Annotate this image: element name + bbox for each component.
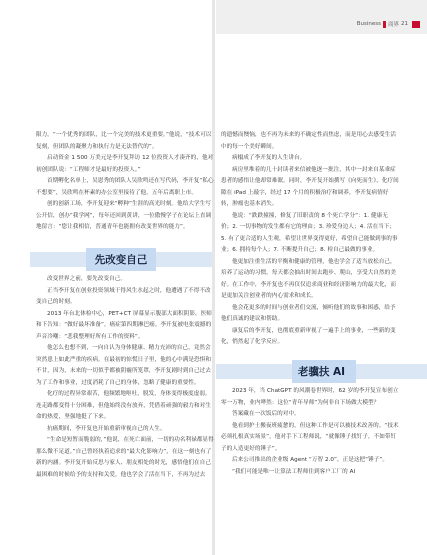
paragraph: 抗癌期间，李开复也开始重新审视自己的人生。 xyxy=(47,425,166,432)
paragraph: 限力。“一个优秀的团队，比一个完美的技术更重要。”他说，“技术可以复刻，但团队的凝聚力和执行力是无法替代的”。 xyxy=(36,132,212,150)
section-heading-change-yourself xyxy=(30,248,212,271)
paragraph: 答案藏在一次饭后的对中。 xyxy=(232,411,300,417)
paragraph: 首期孵化名单上，吴恩秀的团队人吴欣鸣还在写代码，李开复“私心不想要”，吴欣鸣在杯素的办公室里接待了他，五年后离职上市。 xyxy=(36,178,214,196)
paragraph: 病房里堆着的几十封读者来信被他逐一批注，其中一封来自某乖症患者的感悟让他却常难眠。同时，李开复开始撰写《向死而生》，化疗间隙在 iPad 上敲字，经过 17 个月的积极治疗和调养，李开复病情好转，肿瘤也基本消失。 xyxy=(221,166,399,207)
page-marker-icon xyxy=(412,21,420,28)
paragraph: 2023 年，当 ChatGPT 的风潮卷世界时，62 岁的李开复宣布创立零一万物，业内哗然：这位“青年导师”为何非自下场做大模型？ xyxy=(221,388,399,406)
paragraph: 2013 年台北体检中心，PET+CT 屏幕显示腹部大面积阴影，医师和下告知：“做好最坏准备”，癌症第四期淋巴癌。李开复被电张震撼的声音冷嘲：“悲我整理好所有工作的资料”。 xyxy=(36,310,212,340)
paragraph: 后来公司推出的企业级 Agent “万智 2.0”，正是这把“锤子”。 xyxy=(232,457,389,463)
paragraph: 病榻成了李开复的人生讲台。 xyxy=(232,155,306,161)
paragraph: 他更加注重生活的平衡和健康的管理，他也学会了适当放松自己，培养了运动的习惯，每天都会抽出时间去跑步、爬山，享受大自然的美好。在工作中，李开复也不再仅仅追求商业和经济影响力的最大化，而是更加关注创业者的内心需求和成长。 xyxy=(221,258,396,299)
right-column-top xyxy=(221,130,399,349)
header-publication: Business xyxy=(356,21,381,27)
section-title: 老骥扶 AI xyxy=(297,366,346,378)
paragraph: 他怎么也想不到，一向自认为身体健康、精力充沛的自己，竟然会突然患上如此严重的疾病。在最初的惊慌日子里，他的心中满是恐惧和不甘，因为，未来的一切似乎都被阴霾所笼罩，李开复剧时到自己过去为了工作和事业，过度消耗了自己的身体，忽略了健康的重要性。 xyxy=(36,345,211,386)
header-divider-icon xyxy=(383,21,386,28)
paragraph: “我们可能是唯一让算法工程师住到客户工厂的 AI xyxy=(232,468,356,475)
paragraph: 他看到护士搬夜班疲惫的，但这种工作是可以被技术改善的。“技术必须扎根真实场景”，他对手下工程师说，“就像锤子找钉子，不如带钉子的人造更好的锤子”。 xyxy=(221,422,399,452)
paragraph: 正当李开复在创业投资领域干得风生水起之时，他遭遇了不得不改变自己的时刻。 xyxy=(36,287,211,305)
paragraph: 化疗的过程异常艰苦，他频繁地呕吐，脱发，身体变得极度虚弱。连走路都变得十分困难，但他始终没有放弃，凭借着顽强的毅力和对生命的热爱，坚强地挺了下来。 xyxy=(36,391,211,420)
paragraph: 康复后的李开复，也彻底重新审视了一遍手上的事业，一些新的变化，悄然起了化学反应。 xyxy=(221,327,396,345)
left-column-bottom xyxy=(36,274,214,481)
paragraph: 启动资金 1 500 万美元是李开复拜访 12 位投资人才凑齐的，他对初创团队说：“工程师才是最好的投资人。” xyxy=(36,155,214,173)
paragraph: 创的创新工场，李开复迎来“孵种”生涯的高光时刻。他给大学生写公开信，创办“我学网”，每年还回到黄讲，一位傲慢学子在论坛上直调地留言：“您让我相信，普通青年也能拥有改变世界的能力”。 xyxy=(36,201,212,230)
right-column-bottom xyxy=(221,386,399,478)
header-section: 商界 xyxy=(387,22,399,28)
section-title: 先改变自己 xyxy=(94,254,148,266)
paragraph: 他会花更多的时间与创业者们交流，倾听他们的故事和困惑，给予他们真诚的建议和帮助。 xyxy=(221,304,396,322)
header-page-number: 21 xyxy=(401,21,408,27)
paragraph: 的遗憾而懊恼，也不再为未来的不确定性而焦虑，而是用心去感受生活中的每一个美好瞬间。 xyxy=(221,132,396,150)
paragraph: “生命是短暂而脆弱的，”他说，在死亡面前，一切的功名利禄都显得那么微不足道。”自己曾经执着追求的“最大化影响力”，在这一刻也有了新的内涵。李开复开始反思与家人、朋友相处的时光，感悟他们在自己最困难的时候给予的支持和关爱，他也学会了活在当下，不再为过去 xyxy=(36,437,214,478)
paragraph: 改变世界之前，要先改变自己。 xyxy=(47,276,127,282)
paragraph: 他说：“跌跌撞撞，修复了旧职责的 8 个死亡学分”：1. 健康无价；2. 一切事物的发生都有它的理由；3. 珍爱身边人；4. 活在当下；5. 有了更合适的人生观，希望让世界变得更好，希望自己能做到事的事业；6. 拥持每个人；7. 不断提升自己；8. 检自己最做的事业。 xyxy=(221,212,398,253)
section-heading-ai xyxy=(216,360,427,383)
left-column-top xyxy=(36,130,214,234)
running-header xyxy=(330,18,420,30)
